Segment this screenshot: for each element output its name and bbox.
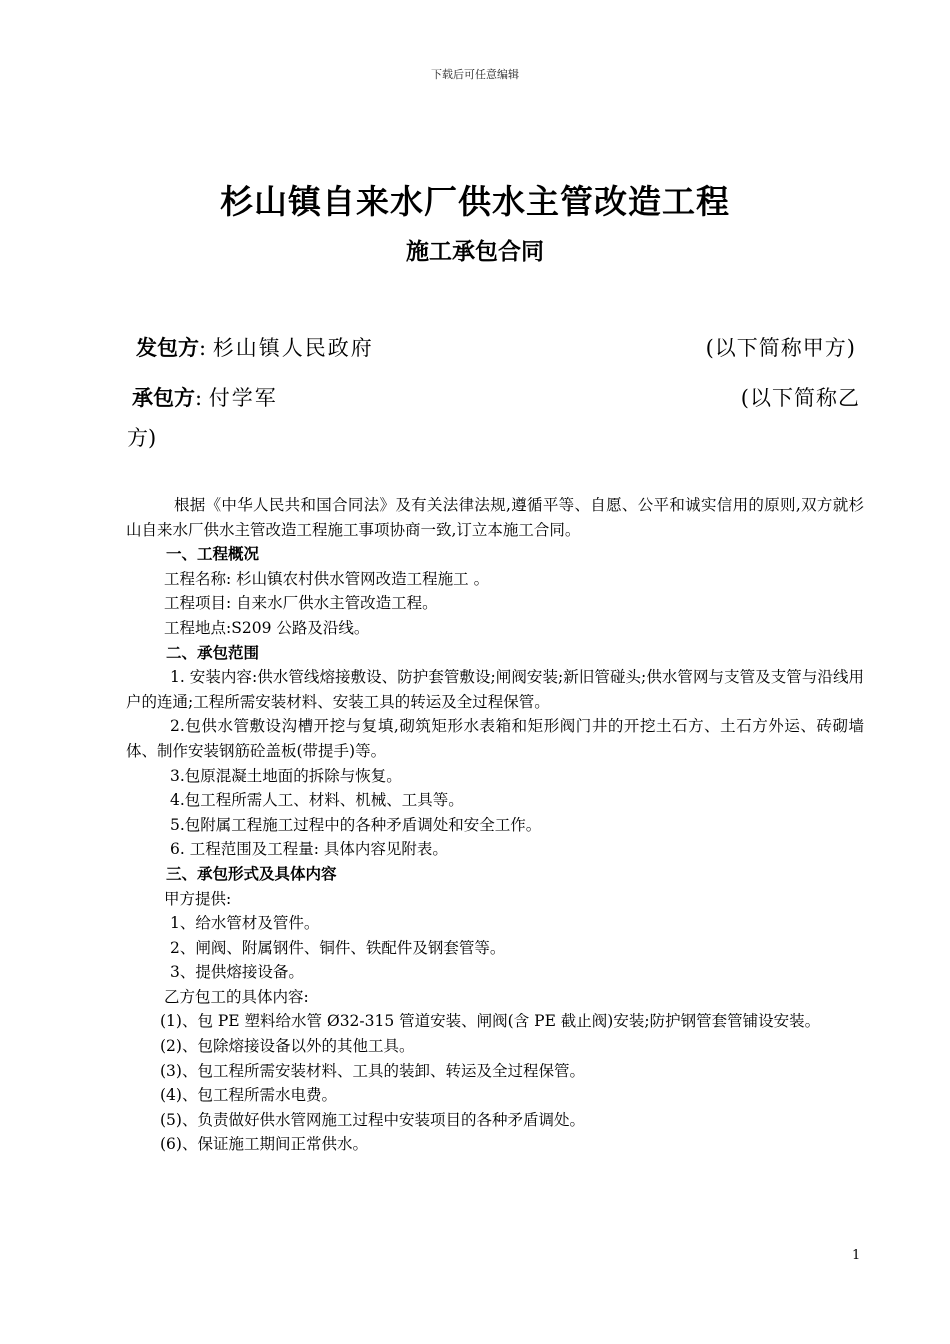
scope-item-4: 4.包工程所需人工、材料、机械、工具等。 [170, 791, 464, 810]
party-b-item-6: (6)、保证施工期间正常供水。 [160, 1135, 368, 1154]
party-b-scope: 乙方包工的具体内容: [164, 987, 309, 1006]
issuer-name: 杉山镇人民政府 [212, 336, 374, 360]
issuer-alias: (以下简称甲方) [705, 336, 856, 360]
document-title: 杉山镇自来水厂供水主管改造工程 [220, 182, 730, 221]
scope-item-2: 2.包供水管敷设沟槽开挖与复填,砌筑矩形水表箱和矩形阀门井的开挖土石方、土石方外运、砖砌墙体、制作安装钢筋砼盖板(带提手)等。 [126, 717, 864, 760]
project-location: 工程地点:S209 公路及沿线。 [164, 618, 370, 637]
issuer-colon: : [199, 336, 207, 360]
party-b-item-2: (2)、包除熔接设备以外的其他工具。 [160, 1037, 415, 1056]
page-number: 1 [852, 1248, 861, 1263]
contract-body [126, 493, 864, 1157]
section-2-heading: 二、承包范围 [166, 643, 260, 662]
party-a-item-1: 1、给水管材及管件。 [170, 914, 320, 933]
party-a-provides: 甲方提供: [164, 889, 232, 908]
scope-item-1: 1. 安装内容:供水管线熔接敷设、防护套管敷设;闸阀安装;新旧管碰头;供水管网与支管及支管与沿线用户的连通;工程所需安装材料、安装工具的转运及全过程保管。 [126, 668, 864, 711]
party-a-item-3: 3、提供熔接设备。 [170, 963, 304, 982]
issuer-label: 发包方 [136, 336, 199, 360]
contractor-alias-cont: 方) [127, 426, 157, 450]
party-b-item-3: (3)、包工程所需安装材料、工具的装卸、转运及全过程保管。 [160, 1061, 585, 1080]
contractor-label: 承包方 [132, 386, 195, 410]
party-b-item-4: (4)、包工程所需水电费。 [160, 1086, 337, 1105]
party-a-item-2: 2、闸阀、附属钢件、铜件、铁配件及钢套管等。 [170, 938, 506, 957]
project-name: 工程名称: 杉山镇农村供水管网改造工程施工 。 [164, 569, 490, 588]
scope-item-6: 6. 工程范围及工程量: 具体内容见附表。 [170, 840, 448, 859]
contractor-alias: (以下简称乙 [740, 386, 860, 410]
section-3-heading: 三、承包形式及具体内容 [166, 864, 337, 883]
intro-paragraph: 根据《中华人民共和国合同法》及有关法律法规,遵循平等、自愿、公平和诚实信用的原则,双方就杉山自来水厂供水主管改造工程施工事项协商一致,订立本施工合同。 [126, 496, 864, 539]
scope-item-3: 3.包原混凝土地面的拆除与恢复。 [170, 766, 402, 785]
contractor-colon: : [195, 386, 203, 410]
party-b-item-5: (5)、负责做好供水管网施工过程中安装项目的各种矛盾调处。 [160, 1110, 585, 1129]
party-b-item-1: (1)、包 PE 塑料给水管 Ø32-315 管道安装、闸阀(含 PE 截止阀)安装;防护钢管套管铺设安装。 [160, 1012, 821, 1031]
section-1-heading: 一、工程概况 [166, 545, 260, 564]
contractor-line [132, 378, 860, 418]
header-note: 下载后可任意编辑 [431, 68, 519, 81]
scope-item-5: 5.包附属工程施工过程中的各种矛盾调处和安全工作。 [170, 815, 542, 834]
issuer-line [136, 328, 856, 368]
contractor-name: 付学军 [208, 386, 278, 410]
document-subtitle: 施工承包合同 [406, 239, 544, 265]
project-item: 工程项目: 自来水厂供水主管改造工程。 [164, 594, 438, 613]
